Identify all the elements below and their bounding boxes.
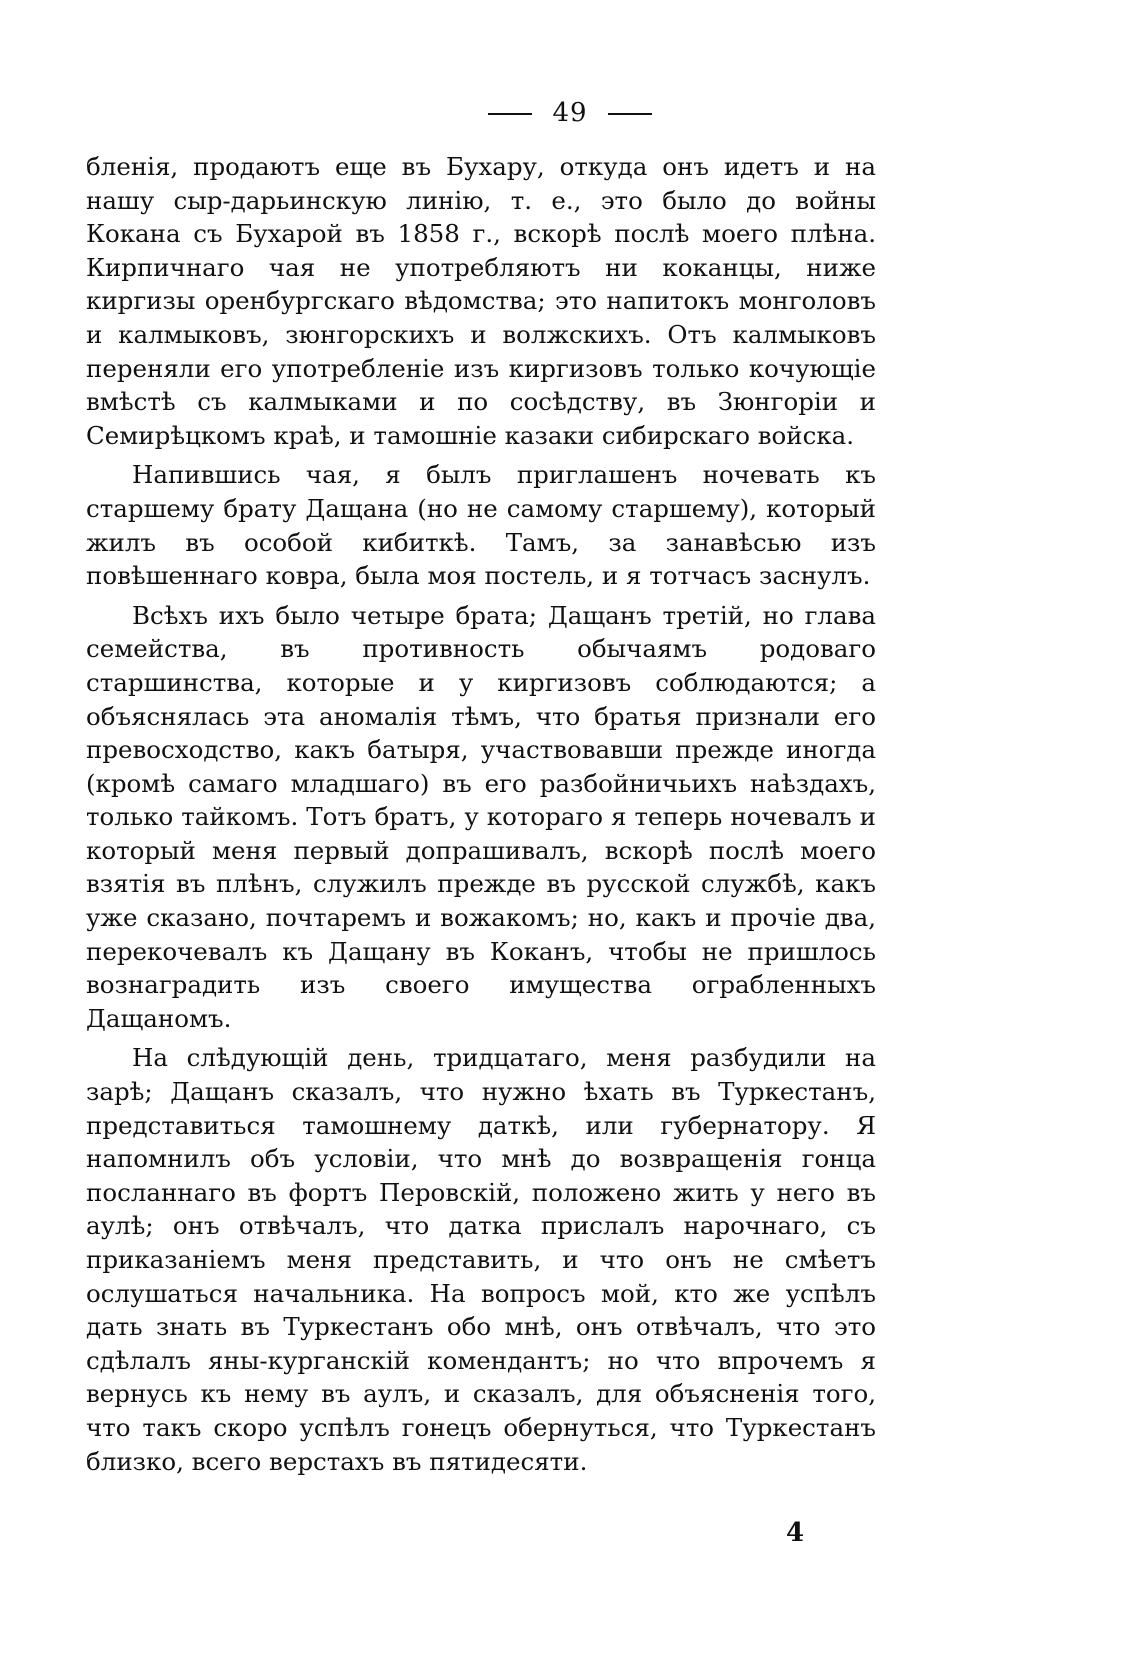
signature-mark: 4 <box>786 1518 805 1548</box>
body-text <box>86 150 876 1478</box>
paragraph-continued: бленія, продаютъ еще въ Бухару, откуда онъ идетъ и на нашу сыр-дарьинскую линію, т. е., это было до войны Кокана съ Бухарой въ 1858 г., вскорѣ послѣ моего плѣна. Кирпичнаго чая не употребляютъ ни коканцы, ниже киргизы оренбургскаго вѣдомства; это напитокъ монголовъ и калмыковъ, зюнгорскихъ и волжскихъ. Отъ калмыковъ переняли его употребленіе изъ киргизовъ только кочующіе вмѣстѣ съ калмыками и по сосѣдству, въ Зюнгоріи и Семирѣцкомъ краѣ, и тамошніе казаки сибирскаго войска. <box>86 152 876 450</box>
page-header <box>0 98 1140 128</box>
page-number: 49 <box>552 98 588 128</box>
paragraph: Напившись чая, я былъ приглашенъ ночевать къ старшему брату Дащана (но не самому старшему), который жилъ въ особой кибиткѣ. Тамъ, за занавѣсью изъ повѣшеннаго ковра, была моя постель, и я тотчасъ заснулъ. <box>86 460 876 591</box>
paragraph: На слѣдующій день, тридцатаго, меня разбудили на зарѣ; Дащанъ сказалъ, что нужно ѣхать въ Туркестанъ, представиться тамошнему даткѣ, или губернатору. Я напомнилъ объ условіи, что мнѣ до возвращенія гонца посланнаго въ фортъ Перовскій, положено жить у него въ аулѣ; онъ отвѣчалъ, что датка прислалъ нарочнаго, съ приказаніемъ меня представить, и что онъ не смѣетъ ослушаться начальника. На вопросъ мой, кто же успѣлъ дать знать въ Туркестанъ обо мнѣ, онъ отвѣчалъ, что это сдѣлалъ яны-курганскій комендантъ; но что впрочемъ я вернусь къ нему въ аулъ, и сказалъ, для объясненія того, что такъ скоро успѣлъ гонецъ обернуться, что Туркестанъ близко, всего верстахъ въ пятидесяти. <box>86 1043 876 1476</box>
paragraph: Всѣхъ ихъ было четыре брата; Дащанъ третій, но глава семейства, въ противность обычаямъ родоваго старшинства, которые и у киргизовъ соблюдаются; а объяснялась эта аномалія тѣмъ, что братья признали его превосходство, какъ батыря, участвовавши прежде иногда (кромѣ самаго младшаго) въ его разбойничьихъ наѣздахъ, только тайкомъ. Тотъ братъ, у котораго я теперь ночевалъ и который меня первый допрашивалъ, вскорѣ послѣ моего взятія въ плѣнъ, служилъ прежде въ русской службѣ, какъ уже сказано, почтаремъ и вожакомъ; но, какъ и прочіе два, перекочевалъ къ Дащану въ Коканъ, чтобы не пришлось вознаградить изъ своего имущества ограбленныхъ Дащаномъ. <box>86 600 876 1033</box>
header-dash-right <box>608 113 652 115</box>
header-dash-left <box>488 113 532 115</box>
